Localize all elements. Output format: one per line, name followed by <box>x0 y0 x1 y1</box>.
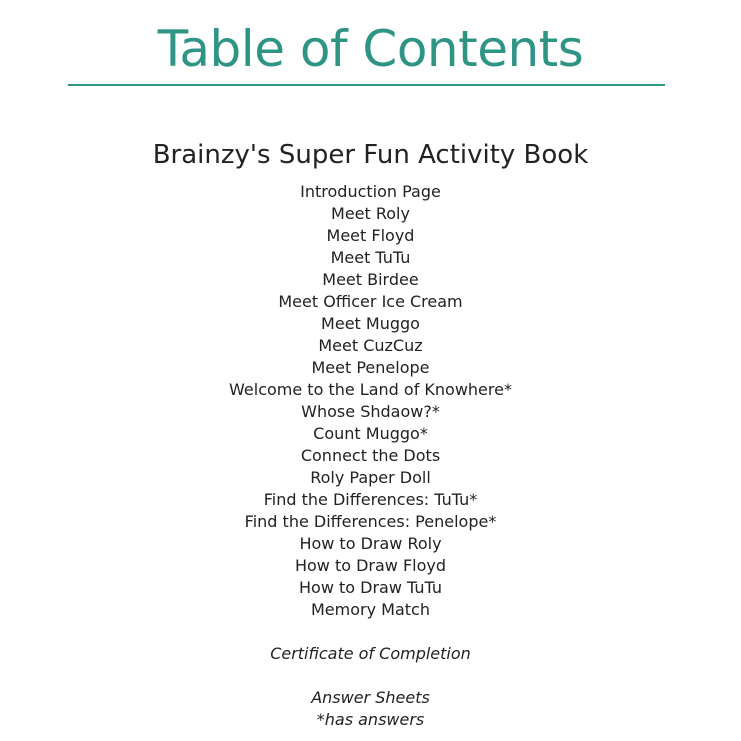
toc-item: Meet Officer Ice Cream <box>278 292 463 311</box>
toc-item: Memory Match <box>311 600 430 619</box>
footnote: *has answers <box>316 710 425 729</box>
toc-item: Welcome to the Land of Knowhere* <box>229 380 512 399</box>
toc-item: Meet CuzCuz <box>318 336 423 355</box>
toc-item: Count Muggo* <box>313 424 428 443</box>
toc-item: Roly Paper Doll <box>310 468 431 487</box>
contents-list <box>0 181 741 621</box>
book-title: Brainzy's Super Fun Activity Book <box>152 140 589 170</box>
toc-item: Find the Differences: TuTu* <box>263 490 478 509</box>
toc-item: Meet Roly <box>331 204 410 223</box>
answer-sheets-entry: Answer Sheets <box>311 688 430 707</box>
toc-item: Whose Shdaow?* <box>301 402 440 421</box>
certificate-entry: Certificate of Completion <box>270 644 471 663</box>
toc-item: Meet Birdee <box>322 270 419 289</box>
toc-item: How to Draw TuTu <box>299 578 442 597</box>
toc-item: Meet TuTu <box>330 248 411 267</box>
toc-item: Meet Penelope <box>311 358 430 377</box>
toc-item: How to Draw Floyd <box>294 556 447 575</box>
toc-item: Meet Muggo <box>321 314 420 333</box>
toc-item: Connect the Dots <box>300 446 441 465</box>
page-title: Table of Contents <box>157 20 584 78</box>
toc-item: Find the Differences: Penelope* <box>244 512 497 531</box>
toc-item: Introduction Page <box>300 182 441 201</box>
toc-item: Meet Floyd <box>326 226 415 245</box>
toc-item: How to Draw Roly <box>299 534 442 553</box>
title-underline <box>68 84 665 86</box>
